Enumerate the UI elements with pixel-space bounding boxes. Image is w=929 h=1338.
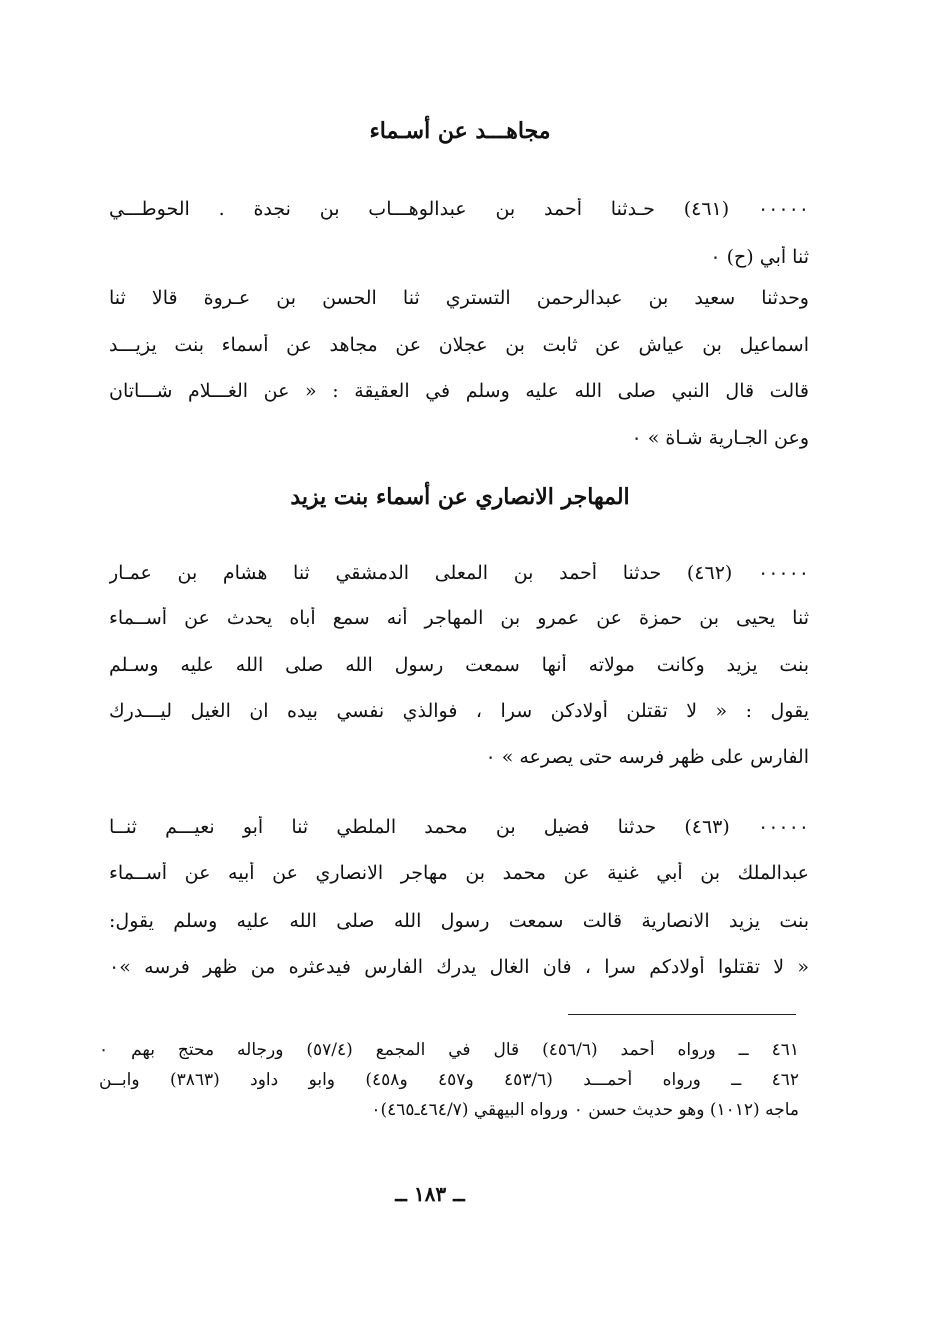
hadith-463-line-2: عبدالملك بن أبي غنية عن محمد بن مهاجر الانصاري عن أبيه عن أســماء <box>109 862 809 884</box>
hadith-461-line-5: قالت قال النبي صلى الله عليه وسلم في العقيقة : « عن الغـــلام شـــاتان <box>109 380 809 402</box>
footnote-462: ٤٦٢ ــ ورواه أحمـــد (٤٥٣/٦ و٤٥٧ و٤٥٨) وابو داود (٣٨٦٣) وابــن <box>99 1070 799 1090</box>
hadith-461-line-1: ٠٠٠٠٠ (٤٦١) حـدثنا أحمد بن عبدالوهـــاب بن نجدة . الحوطـــي <box>109 198 809 220</box>
section-heading-muhajir: المهاجر الانصاري عن أسماء بنت يزيد <box>290 484 630 510</box>
hadith-461-line-4: اسماعيل بن عياش عن ثابت بن عجلان عن مجاهد عن أسماء بنت يزيـــد <box>109 334 809 356</box>
hadith-463-line-3: بنت يزيد الانصارية قالت سمعت رسول الله صلى الله عليه وسلم يقول: <box>109 910 809 932</box>
hadith-462-line-2: ثنا يحيى بن حمزة عن عمرو بن المهاجر أنه سمع أباه يحدث عن أســماء <box>109 607 809 629</box>
hadith-462-line-1: ٠٠٠٠٠ (٤٦٢) حدثنا أحمد بن المعلى الدمشقي ثنا هشام بن عمـار <box>109 562 809 584</box>
hadith-463-line-4: « لا تقتلوا أولادكم سرا ، فان الغال يدرك الفارس فيدعثره من ظهر فرسه »٠ <box>109 956 809 978</box>
footnote-461: ٤٦١ ــ ورواه أحمد (٤٥٦/٦) قال في المجمع (٥٧/٤) ورجاله محتج بهم ٠ <box>99 1040 799 1060</box>
hadith-463-line-1: ٠٠٠٠٠ (٤٦٣) حدثنا فضيل بن محمد الملطي ثنا أبو نعيـــم ثنــا <box>109 816 809 838</box>
hadith-461-line-6: وعن الجـارية شـاة » ٠ <box>631 427 809 449</box>
hadith-462-line-3: بنت يزيد وكانت مولاته أنها سمعت رسول الله صلى الله عليه وسـلم <box>109 654 809 676</box>
hadith-462-line-5: الفارس على ظهر فرسه حتى يصرعه » ٠ <box>485 746 809 768</box>
hadith-462-line-4: يقول : « لا تقتلن أولادكن سرا ، فوالذي نفسي بيده ان الغيل ليـــدرك <box>109 700 809 722</box>
footnote-462-continued: ماجه (١٠١٢) وهو حديث حسن ٠ ورواه البيهقي (٤٦٤/٧ـ٤٦٥)٠ <box>371 1100 799 1120</box>
footnote-separator <box>568 1014 796 1015</box>
hadith-461-line-2: ثنا أبي (ح) ٠ <box>710 246 809 268</box>
page-number: ــ ١٨٣ ــ <box>395 1182 465 1206</box>
section-heading-mujahid: مجاهـــد عن أسـماء <box>369 118 551 144</box>
hadith-461-line-3: وحدثنا سعيد بن عبدالرحمن التستري ثنا الحسن بن عـروة قالا ثنا <box>109 287 809 309</box>
